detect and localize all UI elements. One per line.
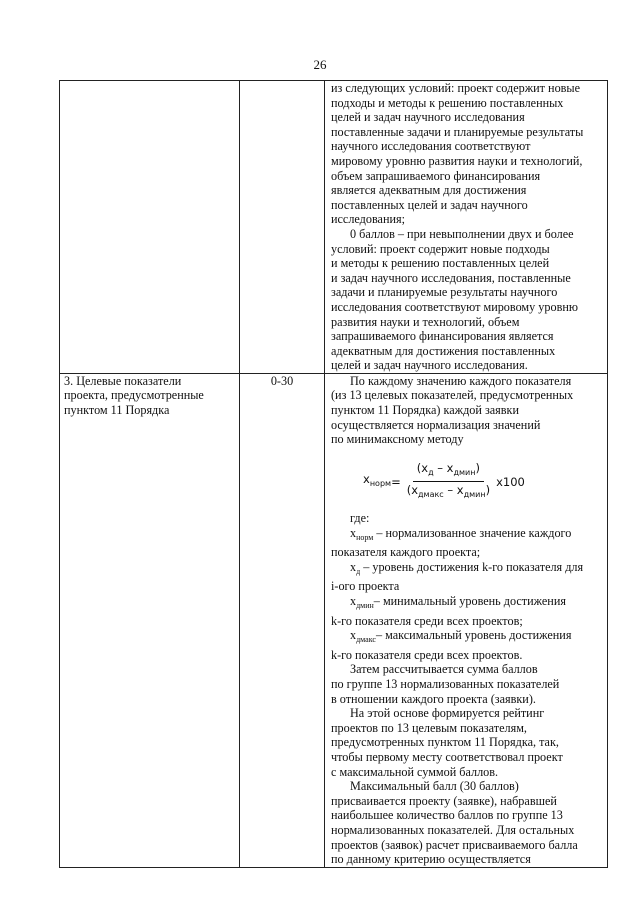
text-line: целей и задач научного исследования. <box>331 358 528 373</box>
definition-item <box>331 526 601 560</box>
text-line: исследования; <box>331 212 406 227</box>
text-line: и задач научного исследования, поставленные <box>331 270 571 285</box>
description-cell <box>325 373 608 867</box>
definition-item <box>331 560 601 594</box>
text-line: из следующих условий: проект содержит новые <box>331 81 581 95</box>
formula-denominator: $(x_{дмакс} - x_{дмин})$ <box>406 483 491 500</box>
definition-text: – нормализованное значение каждого <box>373 525 572 540</box>
symbol: x <box>350 559 357 574</box>
symbol-subscript: д <box>356 566 361 576</box>
text-line: чтобы первому месту соответствовал проект <box>331 749 563 764</box>
criteria-table <box>59 80 608 868</box>
text-line: наибольшее количество баллов по группе 13 <box>331 808 563 823</box>
symbol: x <box>350 525 357 540</box>
text-line: проектов (заявок) расчет присваиваемого балла <box>331 837 578 852</box>
formula-numerator: $(x_д - x_{дмин})$ <box>413 461 484 483</box>
text-line: Максимальный балл (30 баллов) <box>350 779 519 794</box>
text-line: целей и задач научного исследования <box>331 110 525 125</box>
symbol-subscript: дмакс <box>356 635 376 645</box>
text-line: По каждому значению каждого показателя <box>350 373 572 388</box>
description-cell <box>325 81 608 374</box>
text-line: адекватным для достижения поставленных <box>331 343 556 358</box>
text-line: задачи и планируемые результаты научного <box>331 285 558 300</box>
symbol: x <box>350 628 357 643</box>
text-line: нормализованных показателей. Для остальных <box>331 822 575 837</box>
text-line: проектов по 13 целевым показателям, <box>331 720 527 735</box>
text-line: является адекватным для достижения <box>331 183 527 198</box>
text-line: 0 баллов – при невыполнении двух и более <box>350 226 574 241</box>
formula-multiplier: x100 <box>496 474 525 489</box>
text-line: и методы к решению поставленных целей <box>331 256 550 271</box>
definition-text: – уровень достижения k-го показателя для <box>360 559 584 574</box>
paragraph-max-score <box>331 779 601 867</box>
paragraph-sum <box>331 662 601 706</box>
points-cell-empty <box>240 81 325 374</box>
text-line: подходы и методы к решению поставленных <box>331 95 564 110</box>
text-line: осуществляется нормализация значений <box>331 417 541 432</box>
text-line: запрашиваемого финансирования является <box>331 329 554 344</box>
paragraph-rating <box>331 706 601 779</box>
text-line: объем запрашиваемого финансирования <box>331 168 541 183</box>
points-cell: 0-30 <box>240 373 325 867</box>
text-line: (из 13 целевых показателей, предусмотренных <box>331 388 574 403</box>
text-line: научного исследования соответствуют <box>331 139 531 154</box>
text-line: поставленные задачи и планируемые результаты <box>331 124 584 139</box>
text-line: На этой основе формируется рейтинг <box>350 706 545 721</box>
definition-continuation: k-го показателя среди всех проектов; <box>331 613 523 628</box>
description-part-b <box>331 227 601 373</box>
criterion-title-line: проекта, предусмотренные <box>64 388 204 403</box>
formula-fraction <box>403 461 494 503</box>
table-row-continuation <box>60 81 608 374</box>
definition-item <box>331 594 601 628</box>
text-line: мировому уровню развития науки и технологий, <box>331 153 583 168</box>
page-number: 26 <box>313 57 327 72</box>
symbol-subscript: дмин <box>356 601 374 610</box>
normalization-formula <box>363 461 601 503</box>
definition-continuation: i-ого проекта <box>331 579 400 594</box>
criterion-title-line: пунктом 11 Порядка <box>64 403 170 418</box>
criterion-title-line: 3. Целевые показатели <box>64 373 182 388</box>
criterion-cell <box>60 373 240 867</box>
definition-continuation: показателя каждого проекта; <box>331 545 481 560</box>
formula-equals: = <box>391 474 401 489</box>
text-line: с максимальной суммой баллов. <box>331 764 499 779</box>
definition-continuation: k-го показателя среди всех проектов. <box>331 647 523 662</box>
text-line: предусмотренных пунктом 11 Порядка, так, <box>331 735 559 750</box>
criterion-cell-empty <box>60 81 240 374</box>
text-line: развития науки и технологий, объем <box>331 314 520 329</box>
formula-lhs: $x_{норм}$ <box>363 472 392 489</box>
symbol: x <box>350 594 357 608</box>
text-line: Затем рассчитывается сумма баллов <box>350 662 538 677</box>
symbol-subscript: норм <box>356 532 374 542</box>
definition-text: – минимальный уровень достижения <box>373 594 566 608</box>
text-line: присваивается проекту (заявке), набравшей <box>331 793 557 808</box>
text-line: пунктом 11 Порядка) каждой заявки <box>331 403 519 418</box>
text-line: исследования соответствуют мировому уровню <box>331 299 578 314</box>
text-line: условий: проект содержит новые подходы <box>331 241 550 256</box>
text-line: по данному критерию осуществляется <box>331 852 531 867</box>
description-part-a <box>331 81 601 227</box>
where-label: где: <box>350 511 370 526</box>
table-row-criterion-3 <box>60 373 608 867</box>
definition-text: – максимальный уровень достижения <box>375 628 572 643</box>
definition-item <box>331 628 601 662</box>
text-line: по минимаксному методу <box>331 432 464 447</box>
text-line: в отношении каждого проекта (заявки). <box>331 691 536 706</box>
text-line: поставленных целей и задач научного <box>331 197 528 212</box>
text-line: по группе 13 нормализованных показателей <box>331 676 560 691</box>
